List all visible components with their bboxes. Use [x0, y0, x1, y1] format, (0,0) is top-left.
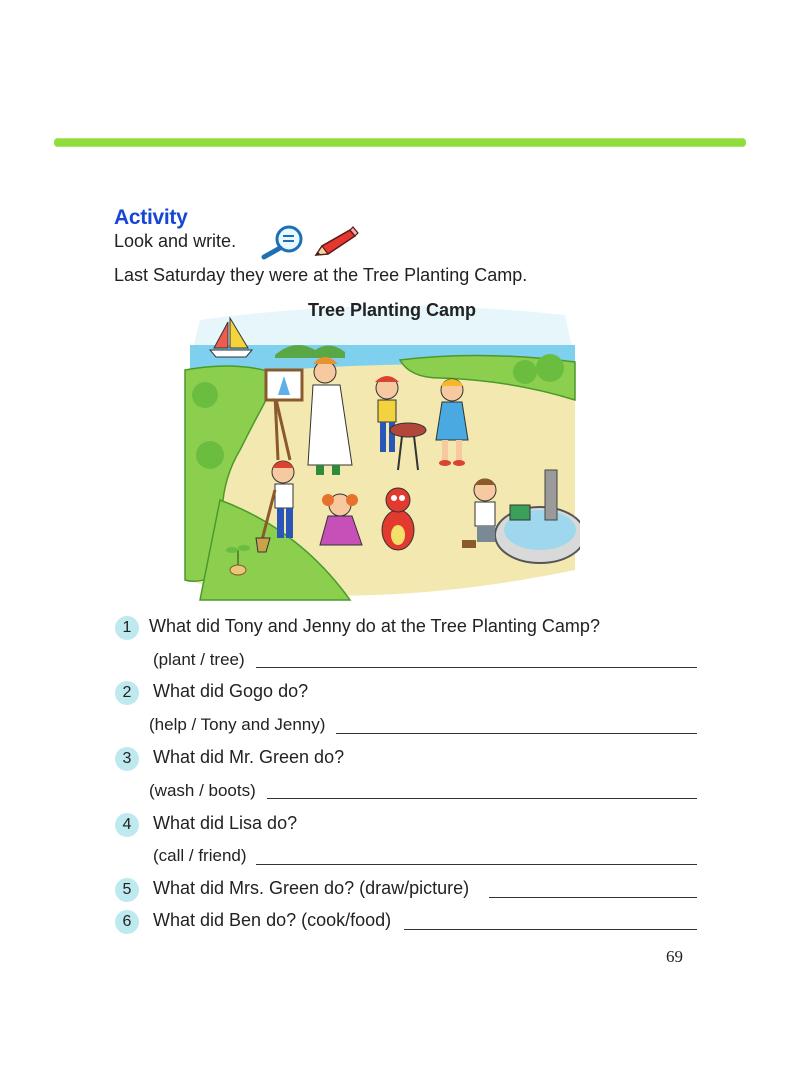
- answer-line[interactable]: [489, 897, 697, 898]
- question-number-badge: 6: [115, 910, 139, 934]
- scene-title: Tree Planting Camp: [308, 300, 477, 320]
- question-hint: (help / Tony and Jenny): [149, 715, 326, 734]
- activity-instruction: Look and write.: [114, 231, 237, 251]
- question-hint: (call / friend): [153, 846, 247, 865]
- question-number-badge: 1: [115, 616, 139, 640]
- question-hint: (wash / boots): [149, 781, 256, 800]
- gogo-figure: [382, 488, 414, 550]
- question-text: What did Ben do? (cook/food): [153, 910, 392, 930]
- question-text: What did Tony and Jenny do at the Tree Planting Camp?: [149, 616, 600, 636]
- activity-icons: [256, 224, 360, 260]
- magnifier-icon: [264, 227, 301, 257]
- question-text: What did Mrs. Green do? (draw/picture): [153, 878, 470, 898]
- question-hint: (plant / tree): [153, 650, 245, 669]
- question-number-badge: 4: [115, 813, 139, 837]
- page-number: 69: [666, 947, 683, 966]
- question-text: What did Gogo do?: [153, 681, 309, 701]
- answer-line[interactable]: [267, 798, 697, 799]
- question-text: What did Mr. Green do?: [153, 747, 345, 767]
- question-number-badge: 2: [115, 681, 139, 705]
- answer-line[interactable]: [256, 864, 697, 865]
- pencil-icon: [316, 227, 358, 255]
- tree-planting-camp-illustration: [180, 300, 580, 605]
- activity-heading: Activity: [114, 206, 188, 229]
- answer-line[interactable]: [256, 667, 697, 668]
- answer-line[interactable]: [404, 929, 697, 930]
- answer-line[interactable]: [336, 733, 697, 734]
- intro-sentence: Last Saturday they were at the Tree Planting Camp.: [114, 265, 528, 285]
- question-number-badge: 5: [115, 878, 139, 902]
- question-number-badge: 3: [115, 747, 139, 771]
- question-text: What did Lisa do?: [153, 813, 298, 833]
- decorative-green-rule: [54, 139, 746, 146]
